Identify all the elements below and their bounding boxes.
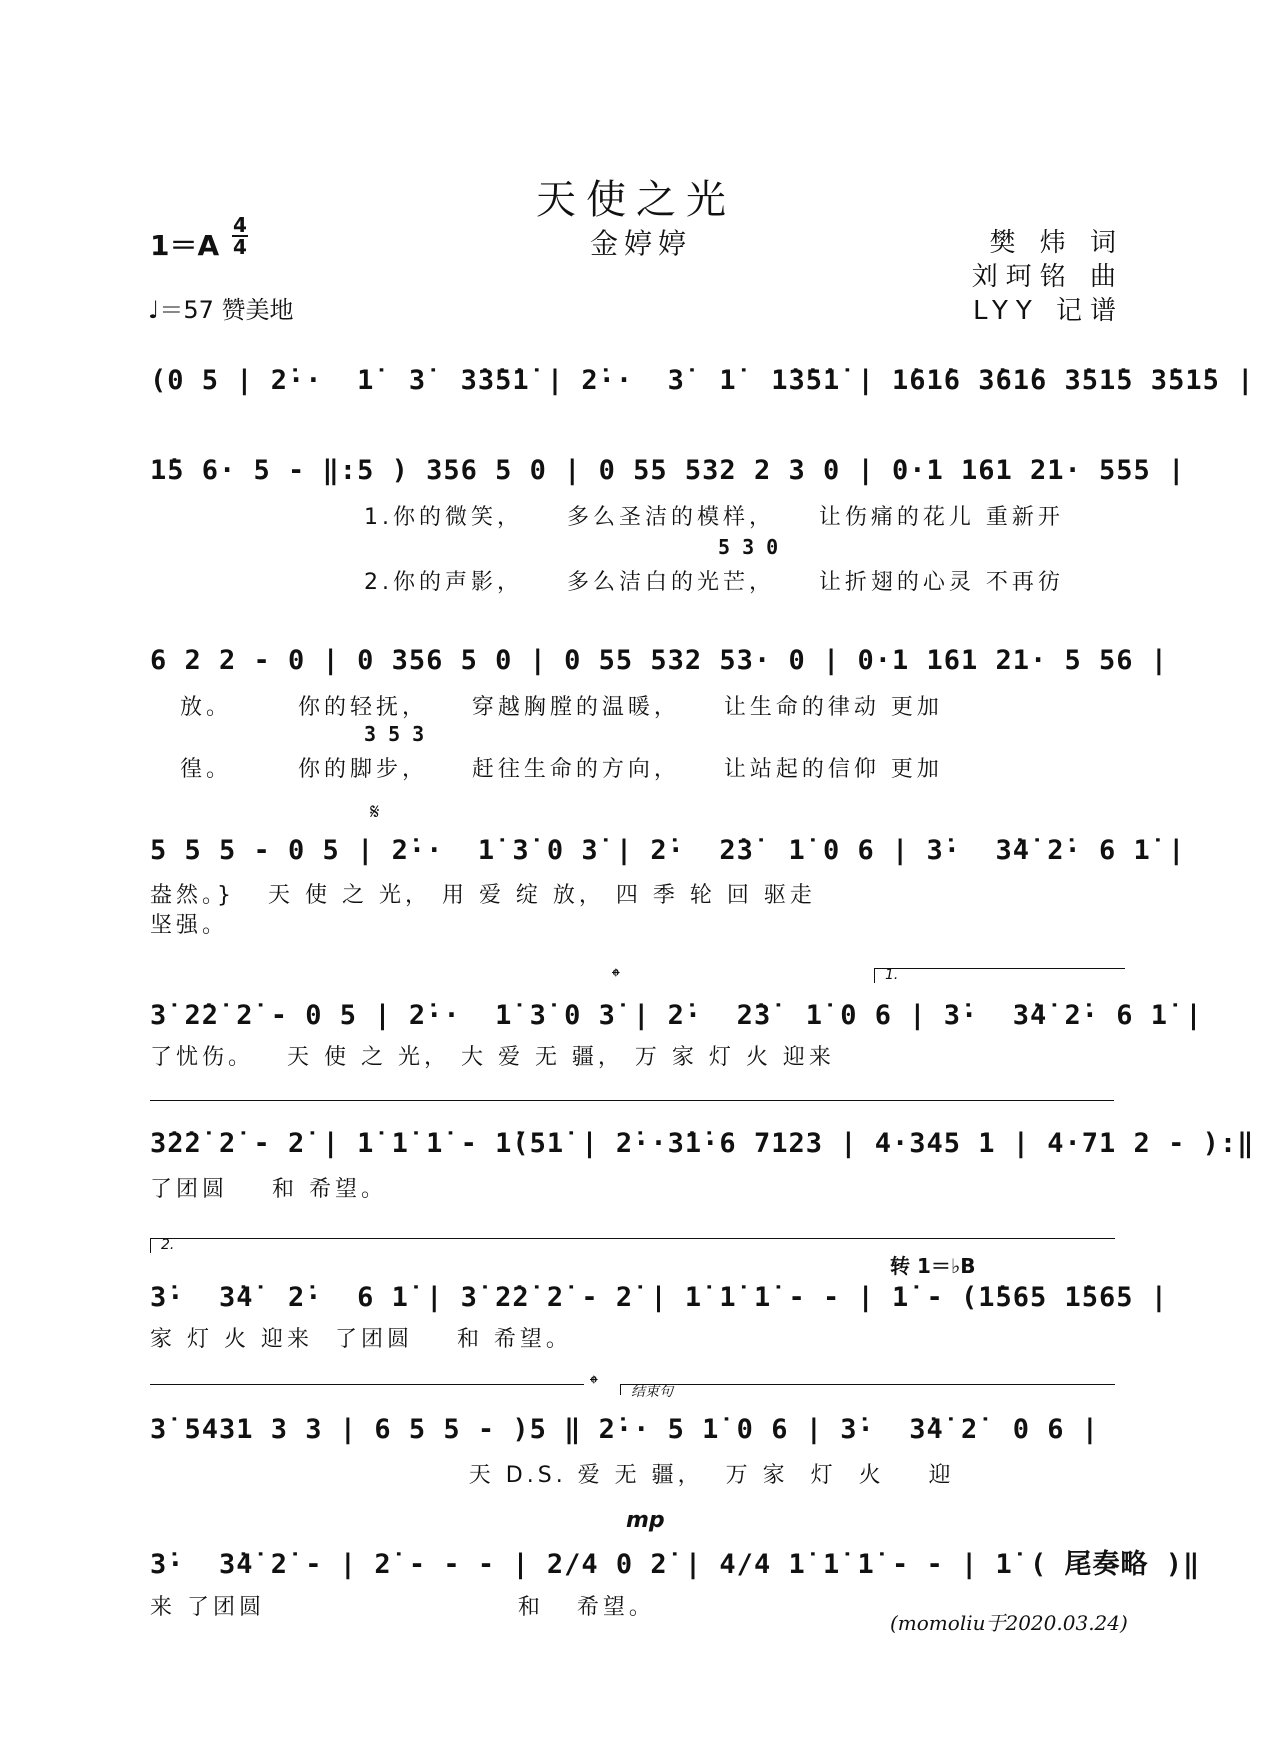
key-signature: 1＝A [150,229,220,262]
score-line-2: 1̇5 6· 5 - ‖:5 ) 356 5 0 | 0 55 532 2 3 0 | 0·1 161 21· 555 | [150,455,1186,486]
dynamic-mp: mp [626,1508,665,1533]
time-bottom: 4 [233,235,247,259]
volta-2-label: 2. [161,1237,175,1253]
score-line-9: 3̇· 3̇4̇ 2̇ - | 2̇ - - - | 2/4 0 2̇ | 4/4 1̇ 1̇ 1̇ - - | 1̇ ( 尾奏略 )‖ [150,1549,1201,1580]
lyrics-verse1-line-3: 放。 你的轻抚， 穿越胸膛的温暖， 让生命的律动 更加 [180,695,943,720]
key-change-marker: 转 1＝♭B [890,1254,976,1278]
lyrics-line-5: 了忧伤。 天 使 之 光， 大 爱 无 疆， 万 家 灯 火 迎来 [150,1045,835,1070]
score-line-6: 3̇2̇2̇ 2̇ - 2̇ | 1̇ 1̇ 1̇ - 1̇(51̇ | 2̇··3̇1̇·6 7123 | 4·345 1 | 4·71 2 - ):‖ [150,1128,1255,1159]
time-top: 4 [233,213,247,237]
lyrics-line-4: 盎然。} 天 使 之 光， 用 爱 绽 放， 四 季 轮 回 驱走 [150,883,816,908]
volta-1-bracket [874,968,1125,983]
volta-1-continuation [150,1100,1114,1101]
transcription-note: (momoliu于2020.03.24) [890,1611,1128,1635]
coda-label: 结束句 [631,1384,673,1400]
score-line-8: 3̇ 5431 3 3 | 6 5 5 - )5 ‖ 2̇·· 5 1̇ 0 6 | 3̇· 3̇4̇ 2̇ 0 6 | [150,1414,1100,1445]
time-signature [232,213,248,259]
alt-notes-530: 5 3 0 [718,535,779,559]
singer: 金婷婷 [590,227,693,260]
alt-notes-353: 3 5 3 [364,722,425,746]
composer-credit: 刘珂铭 曲 [971,262,1124,292]
volta-1-label: 1. [885,967,899,983]
score-line-5: 3̇ 2̇2̇ 2̇ - 0 5 | 2̇·· 1̇ 3̇ 0 3̇ | 2̇· 2̇3̇ 1̇ 0 6 | 3̇· 3̇4̇ 2̇· 6 1̇ | [150,1000,1203,1031]
lyrics-line-7: 家 灯 火 迎来 了团圆 和 希望。 [150,1327,572,1352]
lyrics-line-9: 来 了团圆 和 希望。 [150,1595,655,1620]
coda-sign: 𝄌 [590,1372,598,1397]
lyrics-line-4b: 坚强。 [150,913,229,938]
lyricist-credit: 樊 炜 词 [989,228,1124,258]
lyrics-line-6: 了团圆 和 希望。 [150,1177,387,1202]
volta-2-end-line [150,1384,584,1385]
tempo-marking: ♩＝57 赞美地 [148,296,294,324]
lyrics-verse1-line-2: 1.你的微笑， 多么圣洁的模样， 让伤痛的花儿 重新开 [364,505,1064,530]
score-line-3: 6 2 2 - 0 | 0 356 5 0 | 0 55 532 53· 0 | 0·1 161 21· 5 56 | [150,645,1169,676]
song-title: 天使之光 [536,177,736,223]
lyrics-verse2-line-3: 徨。 你的脚步， 赶往生命的方向， 让站起的信仰 更加 [180,757,943,782]
score-line-4: 5 5 5 - 0 5 | 2̇·· 1̇ 3̇ 0 3̇ | 2̇· 2̇3̇ 1̇ 0 6 | 3̇· 3̇4̇ 2̇· 6 1̇ | [150,835,1186,866]
coda-bracket [620,1384,1115,1400]
coda-sign-top: 𝄌 [612,965,620,990]
transcriber-credit: LYY 记谱 [972,296,1124,326]
score-line-1: (0 5 | 2̇·· 1̇ 3̇ 3̇3̇5̇1̇ | 2̇·· 3̇ 1̇ 1̇3̇5̇1̇ | 1̇61̇6 3̇61̇6 3̇51̇5 3̇51̇5 | [150,365,1255,396]
lyrics-verse2-line-2: 2.你的声影， 多么洁白的光芒， 让折翅的心灵 不再彷 [364,570,1064,595]
segno-sign: 𝄋 [370,800,380,825]
score-line-7: 3̇· 3̇4̇ 2̇· 6 1̇ | 3̇ 2̇2̇ 2̇ - 2̇ | 1̇ 1̇ 1̇ - - | 1̇ - (1̇565 1̇565 | [150,1282,1169,1313]
lyrics-line-8: 天 D.S. 爱 无 疆， 万 家 灯 火 迎 [150,1463,955,1488]
